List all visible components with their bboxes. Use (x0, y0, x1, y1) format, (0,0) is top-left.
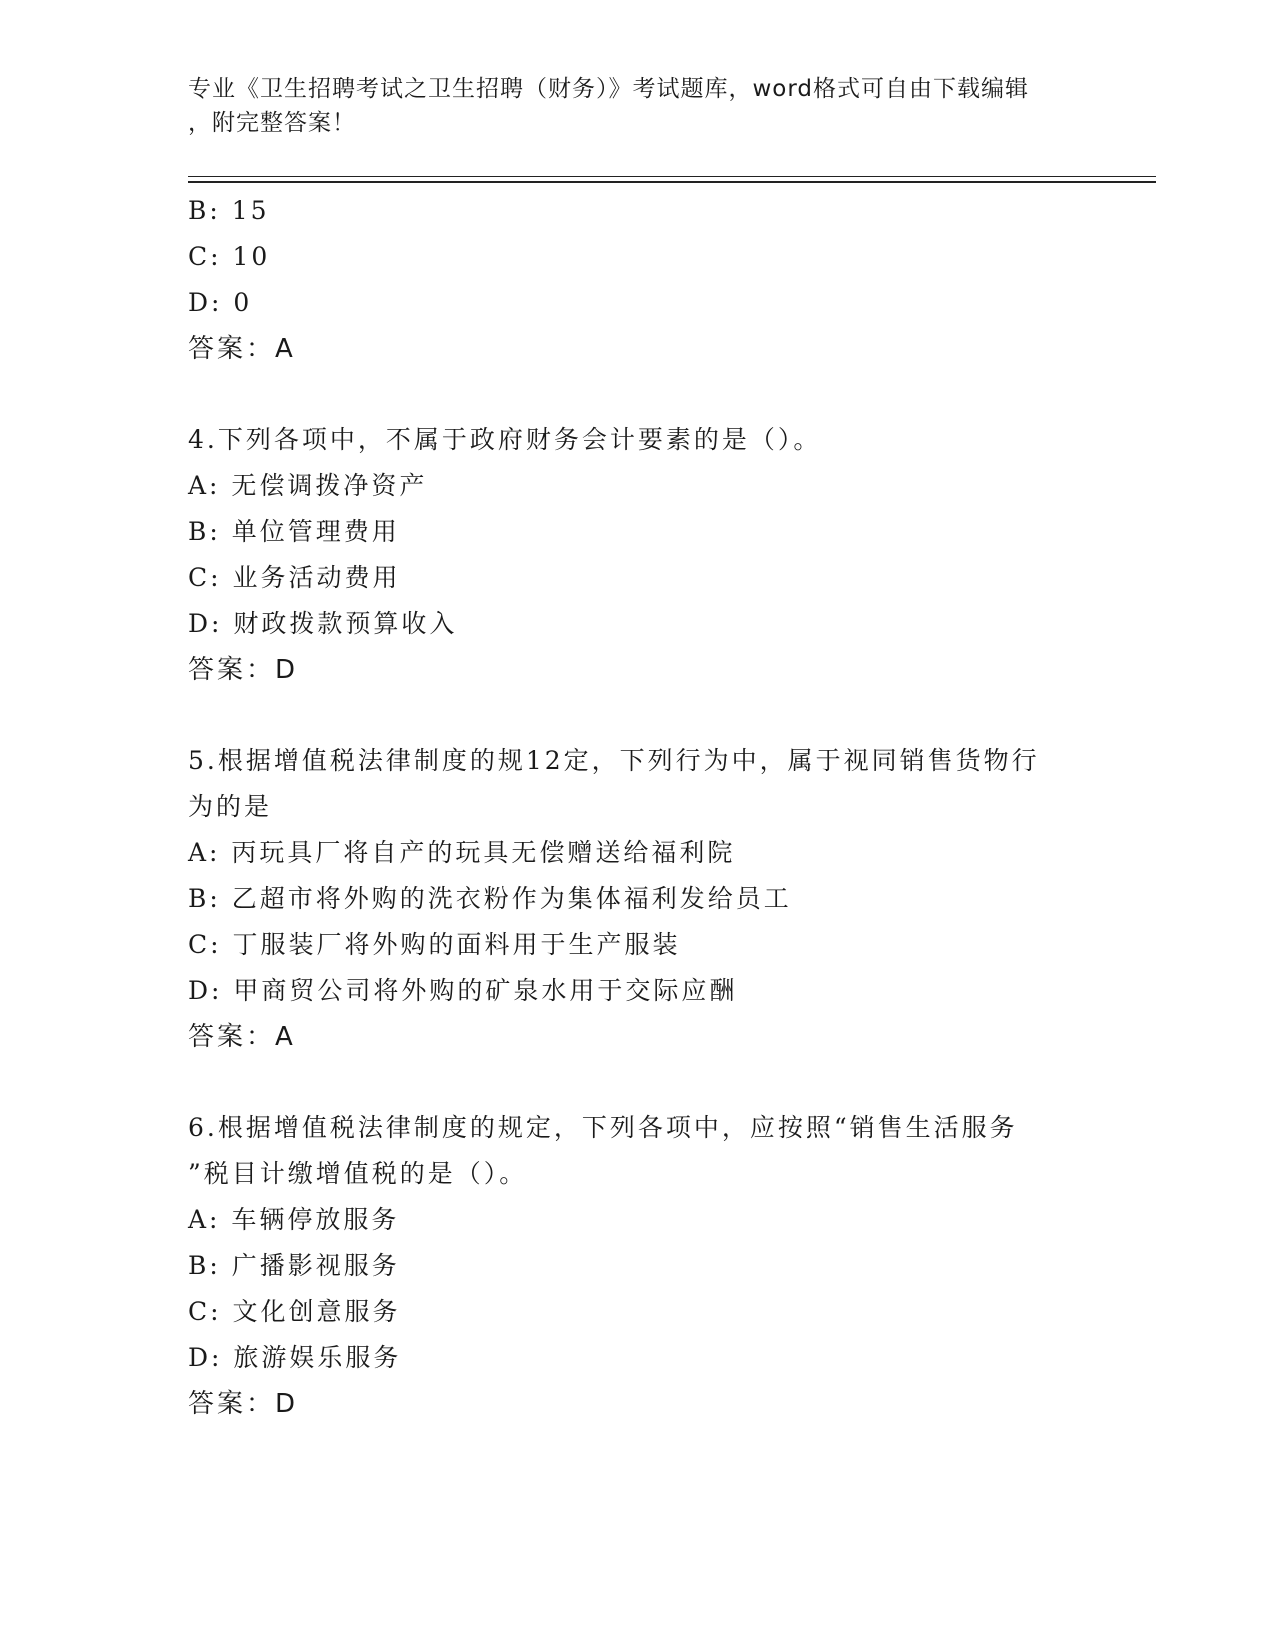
header-line-1: 专业《卫生招聘考试之卫生招聘（财务）》考试题库，word格式可自由下载编辑 (188, 76, 1030, 102)
question-stem: 5.根据增值税法律制度的规12定，下列行为中，属于视同销售货物行 (188, 746, 1040, 775)
option-b: B: 15 (188, 196, 270, 225)
option-c: C: 业务活动费用 (188, 563, 401, 592)
option-c: C: 丁服装厂将外购的面料用于生产服装 (188, 930, 681, 959)
document-header (188, 72, 1088, 140)
answer: 答案：D (188, 655, 299, 685)
question-list (188, 188, 1088, 1427)
header-line-2: ，附完整答案！ (188, 110, 356, 136)
question-stem-continued: 为的是 (188, 792, 273, 821)
option-a: A: 车辆停放服务 (188, 1205, 400, 1234)
option-d: D: 旅游娱乐服务 (188, 1343, 402, 1372)
option-b: B: 单位管理费用 (188, 517, 400, 546)
option-d: D: 0 (188, 288, 253, 317)
answer: 答案：A (188, 1022, 296, 1052)
option-c: C: 10 (188, 242, 271, 271)
option-d: D: 财政拨款预算收入 (188, 609, 458, 638)
option-b: B: 广播影视服务 (188, 1251, 400, 1280)
option-a: A: 无偿调拨净资产 (188, 471, 428, 500)
option-d: D: 甲商贸公司将外购的矿泉水用于交际应酬 (188, 976, 738, 1005)
header-divider-thin (188, 176, 1156, 177)
option-a: A: 丙玩具厂将自产的玩具无偿赠送给福利院 (188, 838, 736, 867)
question-6 (188, 1105, 1088, 1427)
question-4 (188, 417, 1088, 693)
question-partial (188, 188, 1088, 372)
answer: 答案：A (188, 334, 296, 364)
option-c: C: 文化创意服务 (188, 1297, 401, 1326)
question-stem: 4.下列各项中，不属于政府财务会计要素的是（）。 (188, 425, 822, 454)
header-divider-thick (188, 181, 1156, 183)
question-stem: 6.根据增值税法律制度的规定，下列各项中，应按照“销售生活服务 (188, 1113, 1018, 1142)
option-b: B: 乙超市将外购的洗衣粉作为集体福利发给员工 (188, 884, 792, 913)
question-stem-continued: ”税目计缴增值税的是（）。 (188, 1159, 528, 1188)
answer: 答案：D (188, 1389, 299, 1419)
question-5 (188, 738, 1088, 1060)
